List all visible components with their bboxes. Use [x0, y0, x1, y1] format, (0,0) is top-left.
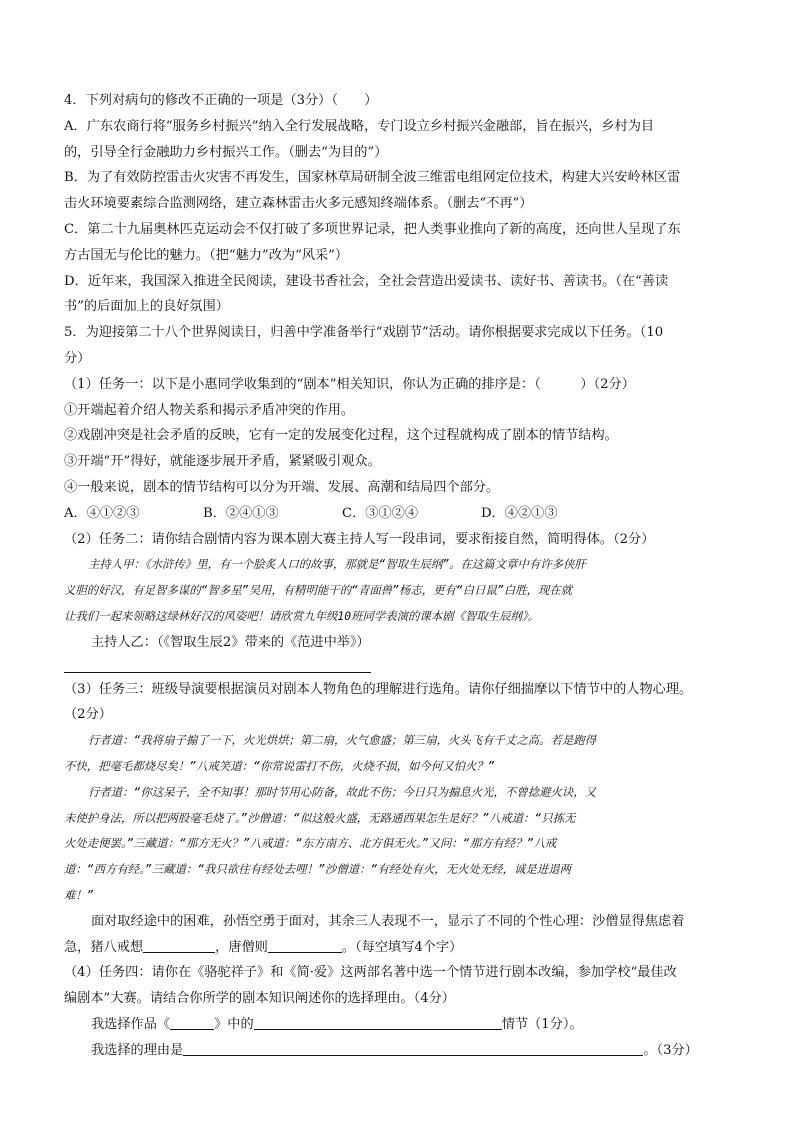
task4-text-d: 我选择的理由是	[91, 1042, 184, 1058]
host-b-answer-line[interactable]	[64, 656, 371, 673]
task4-stem-line2: 编剧本”大赛。请结合你所学的剧本知识阐述你的选择理由。（4分）	[64, 991, 455, 1007]
task4-answer-line1	[64, 1012, 736, 1038]
q4-option-b-line2: 击火环境要素综合监测网络，建立森林雷击火多元感知终端体系。（删去“不再”）	[64, 196, 533, 212]
passage-p2-line1: 行者道：“你这呆子，全不知事！那时节用心防备，故此不伤；今日只为搧息火光，不曾捻避火诀，又	[88, 784, 597, 799]
q5-stem-line1: 5．为迎接第二十八个世界阅读日，归善中学准备举行“戏剧节”活动。请你根据要求完成以下任务。（10	[64, 325, 664, 341]
task1-statement-1: ①开端起着介绍人物关系和揭示矛盾冲突的作用。	[64, 402, 355, 418]
task3-fill-text-c: 。（每空填写4个字）	[341, 939, 463, 955]
q4-option-d-line1: D．近年来，我国深入推进全民阅读，建设书香社会，全社会营造出爱读书、读好书、善读书。（在“善读	[64, 273, 669, 289]
task1-option-c: C．③①②④	[342, 505, 419, 521]
task1-statement-3: ③开端“开”得好，就能逐步展开矛盾，紧紧吸引观众。	[64, 454, 381, 470]
task1-statement-4: ④一般来说，剧本的情节结构可以分为开端、发展、高潮和结局四个部分。	[64, 479, 500, 495]
host-a-line1: 主持人甲：《水浒传》里，有一个脍炙人口的故事，那就是“智取生辰纲”。在这篇文章中有许多侠肝	[88, 557, 586, 572]
task3-fill-line1: 面对取经途中的困难，孙悟空勇于面对，其余三人表现不一，显示了不同的个性心理：沙僧显得焦虑着	[91, 913, 685, 929]
passage-p1-line2: 不快，把毫毛都烧尽矣！”八戒笑道：“你常说雷打不伤，火烧不损，如今何又怕火？”	[64, 758, 495, 773]
tangseng-answer-blank[interactable]	[268, 938, 342, 953]
task1-statement-2: ②戏剧冲突是社会矛盾的反映，它有一定的发展变化过程，这个过程就构成了剧本的情节结构。	[64, 428, 618, 444]
host-a-line2: 义胆的好汉，有足智多谋的“智多星”吴用，有精明能干的“青面兽”杨志，更有“白日鼠”白胜，现在就	[64, 583, 573, 598]
task4-answer-line2	[64, 1038, 736, 1064]
task3-fill-line2	[64, 935, 736, 961]
question-5	[64, 320, 736, 1063]
q4-option-c-line2: 方古国无与伦比的魅力。（把“魅力”改为“风采”）	[64, 247, 349, 263]
task1-option-b: B．②④①③	[203, 505, 279, 521]
task4-stem-line1: （4）任务四：请你在《骆驼祥子》和《简·爱》这两部名著中选一个情节进行剧本改编，参加学校“最佳改	[64, 965, 677, 981]
host-b-line: 主持人乙：（《智取生辰2》带来的《范进中举》）	[91, 634, 370, 650]
exam-page	[64, 88, 736, 1063]
passage-p2-line3: 火处走便罢。”三藏道：“那方无火？”八戒道：“东方南方、北方俱无火。”又问：“那方有经？”八戒	[64, 836, 557, 851]
q4-option-d-line2: 书”的后面加上的良好氛围）	[64, 299, 229, 315]
task4-text-a: 我选择作品《	[91, 1016, 171, 1032]
reason-blank[interactable]	[183, 1041, 643, 1056]
q4-option-a-line1: A．广东农商行将“服务乡村振兴”纳入全行发展战略，专门设立乡村振兴金融部，旨在振兴，乡村为目	[64, 118, 655, 134]
host-a-line3: 让我们一起来领略这绿林好汉的风姿吧！请欣赏九年级10班同学表演的课本剧《智取生辰纲》。	[64, 608, 540, 623]
q5-stem-line2: 分）	[64, 350, 91, 366]
q4-option-b-line1: B．为了有效防控雷击火灾害不再发生，国家林草局研制全波三维雷电组网定位技术，构建大兴安岭林区雷	[64, 170, 681, 186]
task3-fill-text-a: 急，猪八戒想	[64, 939, 144, 955]
task4-text-c: 情节（1分）。	[501, 1016, 583, 1032]
passage-p1-line1: 行者道：“我将扇子搧了一下，火光烘烘；第二扇，火气愈盛；第三扇，火头飞有千丈之高。若是跑得	[88, 733, 597, 748]
work-choice-blank[interactable]	[170, 1015, 214, 1030]
task4-text-e: 。（3分）	[643, 1042, 698, 1058]
task3-stem-line2: （2分）	[64, 707, 112, 723]
task2-stem: （2）任务二：请你结合剧情内容为课本剧大赛主持人写一段串词，要求衔接自然，简明得体。（2分）	[64, 531, 655, 547]
passage-p2-line4: 道：“西方有经。”三藏道：“我只欲往有经处去哩！”沙僧道：“有经处有火，无火处无经，诚是进退两	[64, 862, 571, 877]
task1-option-a: A．④①②③	[64, 505, 140, 521]
task1-option-d: D．④②①③	[481, 505, 558, 521]
q4-stem: 4．下列对病句的修改不正确的一项是（3分）（ ）	[64, 93, 378, 108]
task1-options	[64, 501, 736, 527]
task3-stem-line1: （3）任务三：班级导演要根据演员对剧本人物角色的理解进行选角。请你仔细揣摩以下情节中的人物心理。	[64, 681, 693, 697]
passage-p2-line2: 未使护身法，所以把两股毫毛烧了。”沙僧道：“似这般火盛，无路通西果怎生是好？”八戒道：“只拣无	[64, 810, 576, 825]
q4-option-a-line2: 的，引导全行金融助力乡村振兴工作。（删去“为目的”）	[64, 144, 388, 160]
q4-option-c-line1: C．第二十九届奥林匹克运动会不仅打破了多项世界记录，把人类事业推向了新的高度，还向世人呈现了东	[64, 221, 681, 237]
passage-p2-line5: 难！”	[64, 887, 94, 902]
task4-text-b: 》中的	[214, 1016, 254, 1032]
task1-stem: （1）任务一：以下是小惠同学收集到的“剧本”相关知识，你认为正确的排序是：（ ）（2分）	[64, 376, 635, 392]
task3-fill-text-b: ，唐僧则	[215, 939, 268, 955]
plot-choice-blank[interactable]	[254, 1015, 502, 1030]
bajie-answer-blank[interactable]	[143, 938, 215, 953]
question-4	[64, 88, 736, 320]
